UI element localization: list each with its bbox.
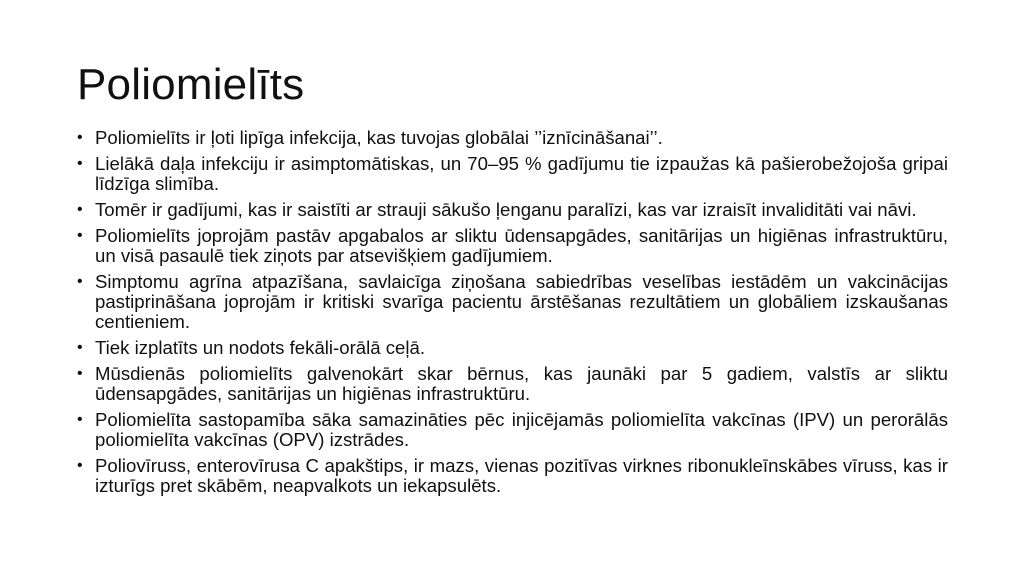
bullet-item — [77, 154, 948, 194]
slide-title: Poliomielīts — [77, 60, 305, 109]
bullet-glyph: • — [77, 273, 83, 290]
bullet-text: Simptomu agrīna atpazīšana, savlaicīga ziņošana sabiedrības veselības iestādēm un vakcinācijas pastiprināšana joprojām ir kritiski svarīga pacientu ārstēšanas rezultātiem un globāliem izskaušanas centieniem. — [95, 271, 948, 332]
bullet-item — [77, 456, 948, 496]
bullet-glyph: • — [77, 227, 83, 244]
bullet-text: Poliomielīts ir ļoti lipīga infekcija, kas tuvojas globālai ’’iznīcināšanai’’. — [95, 127, 663, 148]
bullet-glyph: • — [77, 411, 83, 428]
bullet-glyph: • — [77, 155, 83, 172]
bullet-item — [77, 364, 948, 404]
bullet-item — [77, 200, 948, 220]
bullet-text: Poliomielīts joprojām pastāv apgabalos ar sliktu ūdensapgādes, sanitārijas un higiēnas infrastruktūru, un visā pasaulē tiek ziņots par atsevišķiem gadījumiem. — [95, 225, 948, 266]
bullet-text: Poliovīruss, enterovīrusa C apakštips, ir mazs, vienas pozitīvas virknes ribonukleīnskābes vīruss, kas ir izturīgs pret skābēm, neapvalkots un iekapsulēts. — [95, 455, 948, 496]
bullet-glyph: • — [77, 339, 83, 356]
bullet-glyph: • — [77, 129, 83, 146]
bullet-item — [77, 338, 948, 358]
bullet-item — [77, 128, 948, 148]
bullet-item — [77, 226, 948, 266]
bullet-text: Tomēr ir gadījumi, kas ir saistīti ar strauji sākušo ļenganu paralīzi, kas var izraisīt invaliditāti vai nāvi. — [95, 199, 917, 220]
bullet-text: Mūsdienās poliomielīts galvenokārt skar bērnus, kas jaunāki par 5 gadiem, valstīs ar sliktu ūdensapgādes, sanitārijas un higiēnas infrastruktūru. — [95, 363, 948, 404]
bullet-text: Poliomielīta sastopamība sāka samazināties pēc injicējamās poliomielīta vakcīnas (IPV) un perorālās poliomielīta vakcīnas (OPV) izstrādes. — [95, 409, 948, 450]
bullet-text: Lielākā daļa infekciju ir asimptomātiskas, un 70–95 % gadījumu tie izpaužas kā pašierobežojoša gripai līdzīga slimība. — [95, 153, 948, 194]
bullet-glyph: • — [77, 365, 83, 382]
bullet-glyph: • — [77, 457, 83, 474]
bullet-item — [77, 272, 948, 332]
bullet-item — [77, 410, 948, 450]
bullet-list — [77, 128, 948, 496]
bullet-text: Tiek izplatīts un nodots fekāli-orālā ceļā. — [95, 337, 426, 358]
bullet-glyph: • — [77, 201, 83, 218]
